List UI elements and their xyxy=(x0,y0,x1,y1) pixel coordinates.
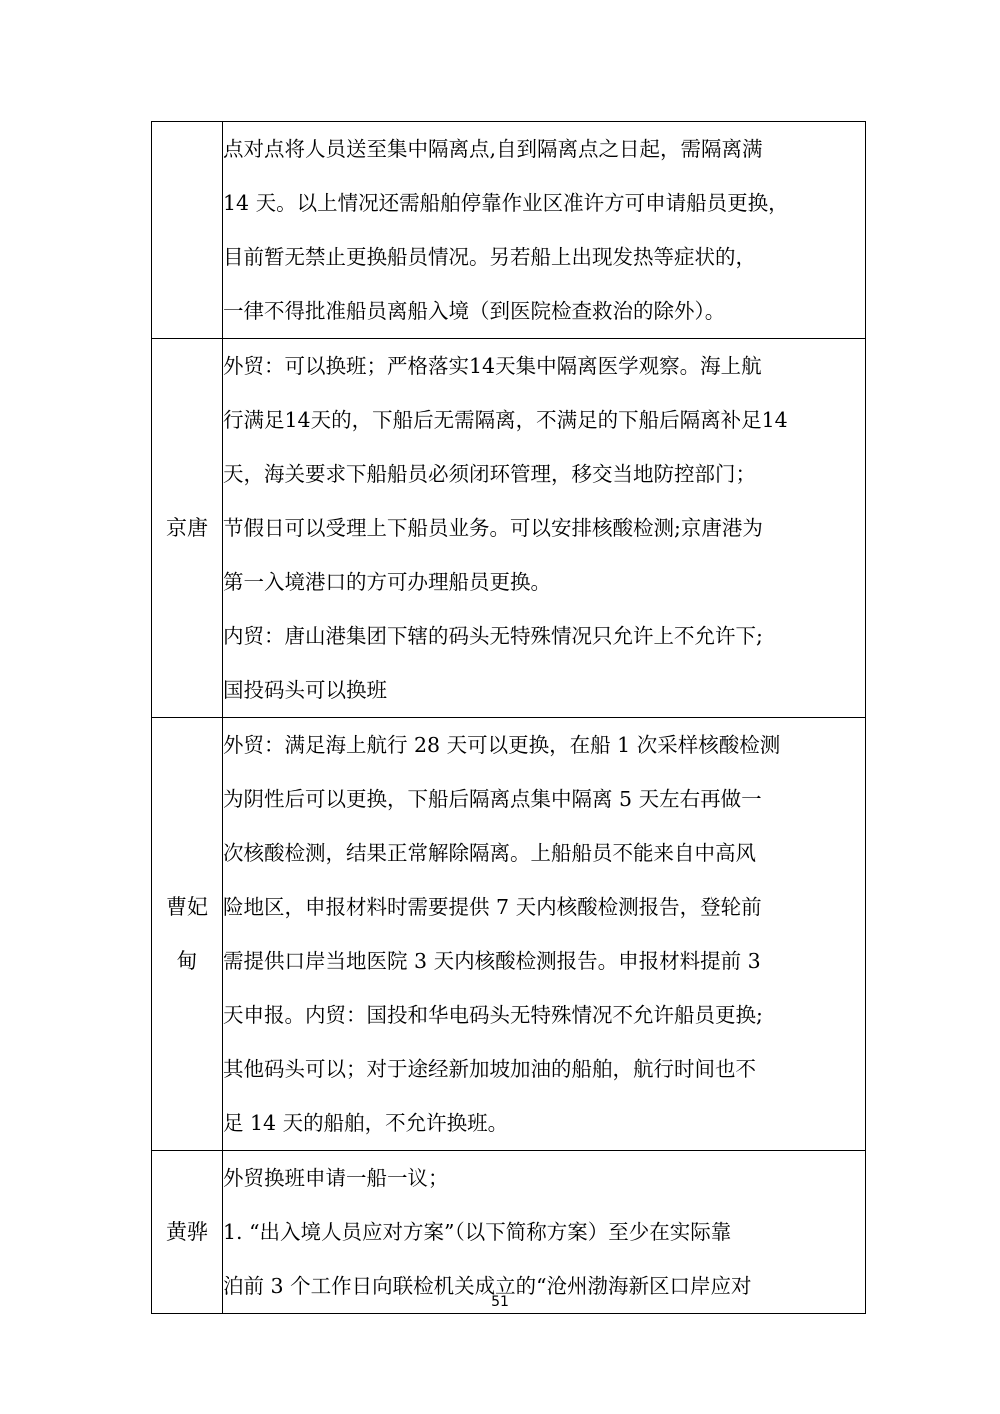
policy-text-line: 次核酸检测，结果正常解除隔离。上船船员不能来自中高风 xyxy=(223,841,756,865)
policy-text-line: 一律不得批准船员离船入境（到医院检查救治的除外）。 xyxy=(223,299,726,323)
policy-text-line: 1. “出入境人员应对方案”（以下简称方案）至少在实际靠 xyxy=(223,1220,732,1244)
port-name-cell xyxy=(152,122,223,339)
policy-text-line: 险地区，申报材料时需要提供 7 天内核酸检测报告，登轮前 xyxy=(223,895,762,919)
policy-text-line: 外贸：满足海上航行 28 天可以更换，在船 1 次采样核酸检测 xyxy=(223,733,781,757)
port-name: 曹妃 xyxy=(166,895,208,919)
port-name: 甸 xyxy=(176,949,198,973)
policy-text-line: 国投码头可以换班 xyxy=(223,678,387,702)
table-body xyxy=(152,122,866,1314)
policy-content-cell xyxy=(223,1151,866,1314)
policy-content-cell xyxy=(223,122,866,339)
policy-content-cell xyxy=(223,339,866,718)
table-row xyxy=(152,339,866,718)
port-name: 京唐 xyxy=(166,516,208,540)
policy-text-line: 第一入境港口的方可办理船员更换。 xyxy=(223,570,551,594)
table-row xyxy=(152,718,866,1151)
page-number: 51 xyxy=(491,1294,509,1310)
policy-text-line: 外贸换班申请一船一议； xyxy=(223,1166,449,1190)
port-name-cell xyxy=(152,718,223,1151)
policy-content-cell xyxy=(223,718,866,1151)
table-row xyxy=(152,122,866,339)
policy-text-line: 泊前 3 个工作日向联检机关成立的“沧州渤海新区口岸应对 xyxy=(223,1274,752,1298)
policy-text-line: 14 天。以上情况还需船舶停靠作业区准许方可申请船员更换， xyxy=(223,191,789,215)
policy-text-line: 天申报。内贸：国投和华电码头无特殊情况不允许船员更换; xyxy=(223,1003,763,1027)
port-name: 黄骅 xyxy=(166,1220,208,1244)
policy-text-line: 行满足14天的，下船后无需隔离，不满足的下船后隔离补足14 xyxy=(223,408,788,432)
policy-text-line: 节假日可以受理上下船员业务。可以安排核酸检测;京唐港为 xyxy=(223,516,763,540)
table-row xyxy=(152,1151,866,1314)
port-name-cell xyxy=(152,1151,223,1314)
policy-text-line: 外贸：可以换班；严格落实14天集中隔离医学观察。海上航 xyxy=(223,354,762,378)
policy-text-line: 点对点将人员送至集中隔离点,自到隔离点之日起，需隔离满 xyxy=(223,137,763,161)
policy-text-line: 其他码头可以；对于途经新加坡加油的船舶，航行时间也不 xyxy=(223,1057,756,1081)
port-name-cell xyxy=(152,339,223,718)
policy-text-line: 内贸：唐山港集团下辖的码头无特殊情况只允许上不允许下; xyxy=(223,624,763,648)
policy-text-line: 需提供口岸当地医院 3 天内核酸检测报告。申报材料提前 3 xyxy=(223,949,761,973)
policy-text-line: 天，海关要求下船船员必须闭环管理，移交当地防控部门； xyxy=(223,462,756,486)
policy-text-line: 目前暂无禁止更换船员情况。另若船上出现发热等症状的， xyxy=(223,245,756,269)
policy-text-line: 为阴性后可以更换，下船后隔离点集中隔离 5 天左右再做一 xyxy=(223,787,762,811)
policy-text-line: 足 14 天的船舶，不允许换班。 xyxy=(223,1111,509,1135)
crew-change-policy-table xyxy=(151,121,866,1314)
